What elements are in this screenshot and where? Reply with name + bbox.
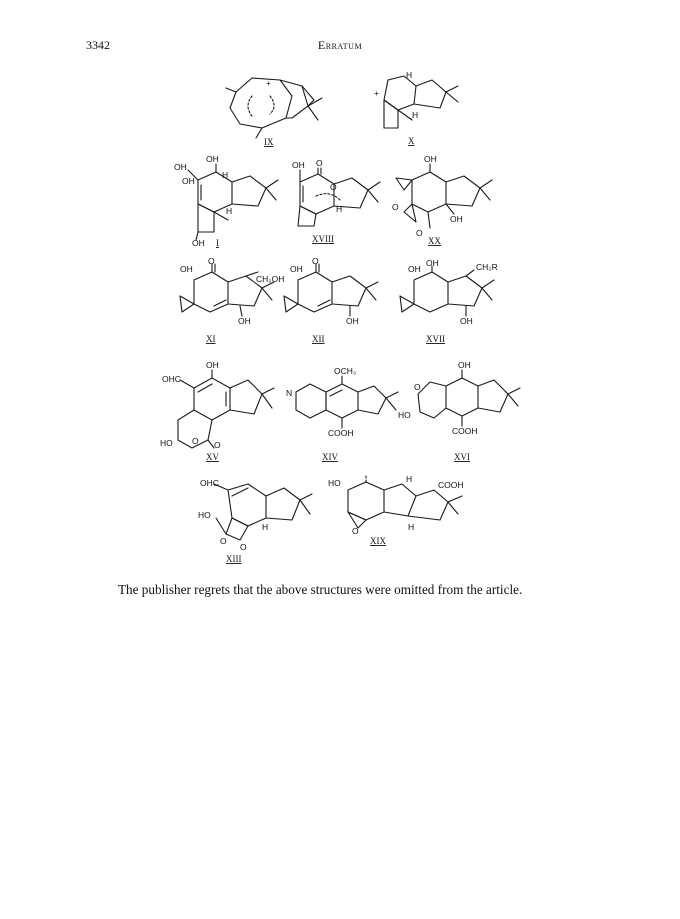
svg-text:O: O (330, 182, 337, 192)
structure-XII (284, 256, 378, 344)
structure-XI (180, 256, 284, 344)
compound-label-IX: IX (264, 137, 274, 147)
svg-text:N: N (286, 388, 293, 398)
svg-text:OHC: OHC (200, 478, 219, 488)
structure-XV (160, 360, 274, 462)
structure-XX (392, 154, 492, 246)
compound-label-XIX: XIX (370, 536, 386, 546)
svg-text:HO: HO (160, 438, 173, 448)
svg-text:COOH: COOH (438, 480, 464, 490)
structure-XVII (400, 258, 498, 344)
svg-text:H: H (408, 522, 415, 532)
svg-text:O: O (416, 228, 423, 238)
structure-XIII (198, 478, 312, 564)
svg-text:OH: OH (424, 154, 437, 164)
svg-text:O: O (392, 202, 399, 212)
compound-label-XII: XII (312, 334, 325, 344)
compound-label-XV: XV (206, 452, 219, 462)
structure-XIV (286, 366, 398, 462)
running-head: Erratum (317, 38, 363, 52)
structure-XVI (398, 360, 520, 462)
svg-text:OH: OH (206, 360, 219, 370)
compound-label-I: I (216, 238, 219, 248)
svg-text:OH: OH (460, 316, 473, 326)
svg-text:OH: OH (292, 160, 305, 170)
svg-text:OH: OH (206, 154, 219, 164)
svg-text:O: O (240, 542, 247, 552)
structure-XIX (328, 474, 464, 546)
svg-text:O: O (312, 256, 319, 266)
svg-text:HO: HO (198, 510, 211, 520)
svg-text:H: H (406, 70, 413, 80)
structure-X (374, 70, 458, 146)
svg-text:OH: OH (174, 162, 187, 172)
svg-text:+: + (374, 88, 379, 98)
svg-text:OH: OH (290, 264, 303, 274)
compound-label-XVI: XVI (454, 452, 470, 462)
compound-label-XIV: XIV (322, 452, 338, 462)
svg-text:H: H (406, 474, 413, 484)
svg-text:O: O (192, 436, 199, 446)
svg-text:O: O (414, 382, 421, 392)
compound-label-XX: XX (428, 236, 441, 246)
svg-text:OHC: OHC (162, 374, 181, 384)
page-number: 3342 (86, 38, 110, 52)
svg-text:COOH: COOH (328, 428, 354, 438)
svg-text:O: O (220, 536, 227, 546)
structure-I (174, 154, 278, 248)
svg-text:O: O (316, 158, 323, 168)
svg-text:OH: OH (408, 264, 421, 274)
compound-label-X: X (408, 136, 415, 146)
svg-text:COOH: COOH (452, 426, 478, 436)
svg-text:OH: OH (426, 258, 439, 268)
svg-text:H: H (222, 170, 229, 180)
compound-label-XIII: XIII (226, 554, 242, 564)
erratum-caption: The publisher regrets that the above structures were omitted from the article. (118, 582, 523, 597)
compound-label-XVIII: XVIII (312, 234, 334, 244)
svg-text:OH: OH (458, 360, 471, 370)
svg-text:CH₂OH: CH₂OH (256, 274, 285, 284)
svg-text:CH₂R: CH₂R (476, 262, 498, 272)
svg-text:H: H (262, 522, 269, 532)
svg-text:OH: OH (180, 264, 193, 274)
svg-text:H: H (412, 110, 419, 120)
svg-text:OH: OH (450, 214, 463, 224)
svg-text:OH: OH (192, 238, 205, 248)
svg-text:OCH₃: OCH₃ (334, 366, 357, 376)
svg-text:H: H (226, 206, 233, 216)
svg-text:HO: HO (398, 410, 411, 420)
svg-text:OH: OH (346, 316, 359, 326)
svg-text:HO: HO (328, 478, 341, 488)
compound-label-XI: XI (206, 334, 216, 344)
svg-text:O: O (352, 526, 359, 536)
structure-IX (226, 78, 322, 147)
svg-text:H: H (336, 204, 343, 214)
svg-text:OH: OH (238, 316, 251, 326)
svg-text:OH: OH (182, 176, 195, 186)
svg-text:+: + (266, 78, 271, 88)
svg-text:O: O (214, 440, 221, 450)
structure-XVIII (292, 158, 380, 244)
svg-text:O: O (208, 256, 215, 266)
compound-label-XVII: XVII (426, 334, 445, 344)
